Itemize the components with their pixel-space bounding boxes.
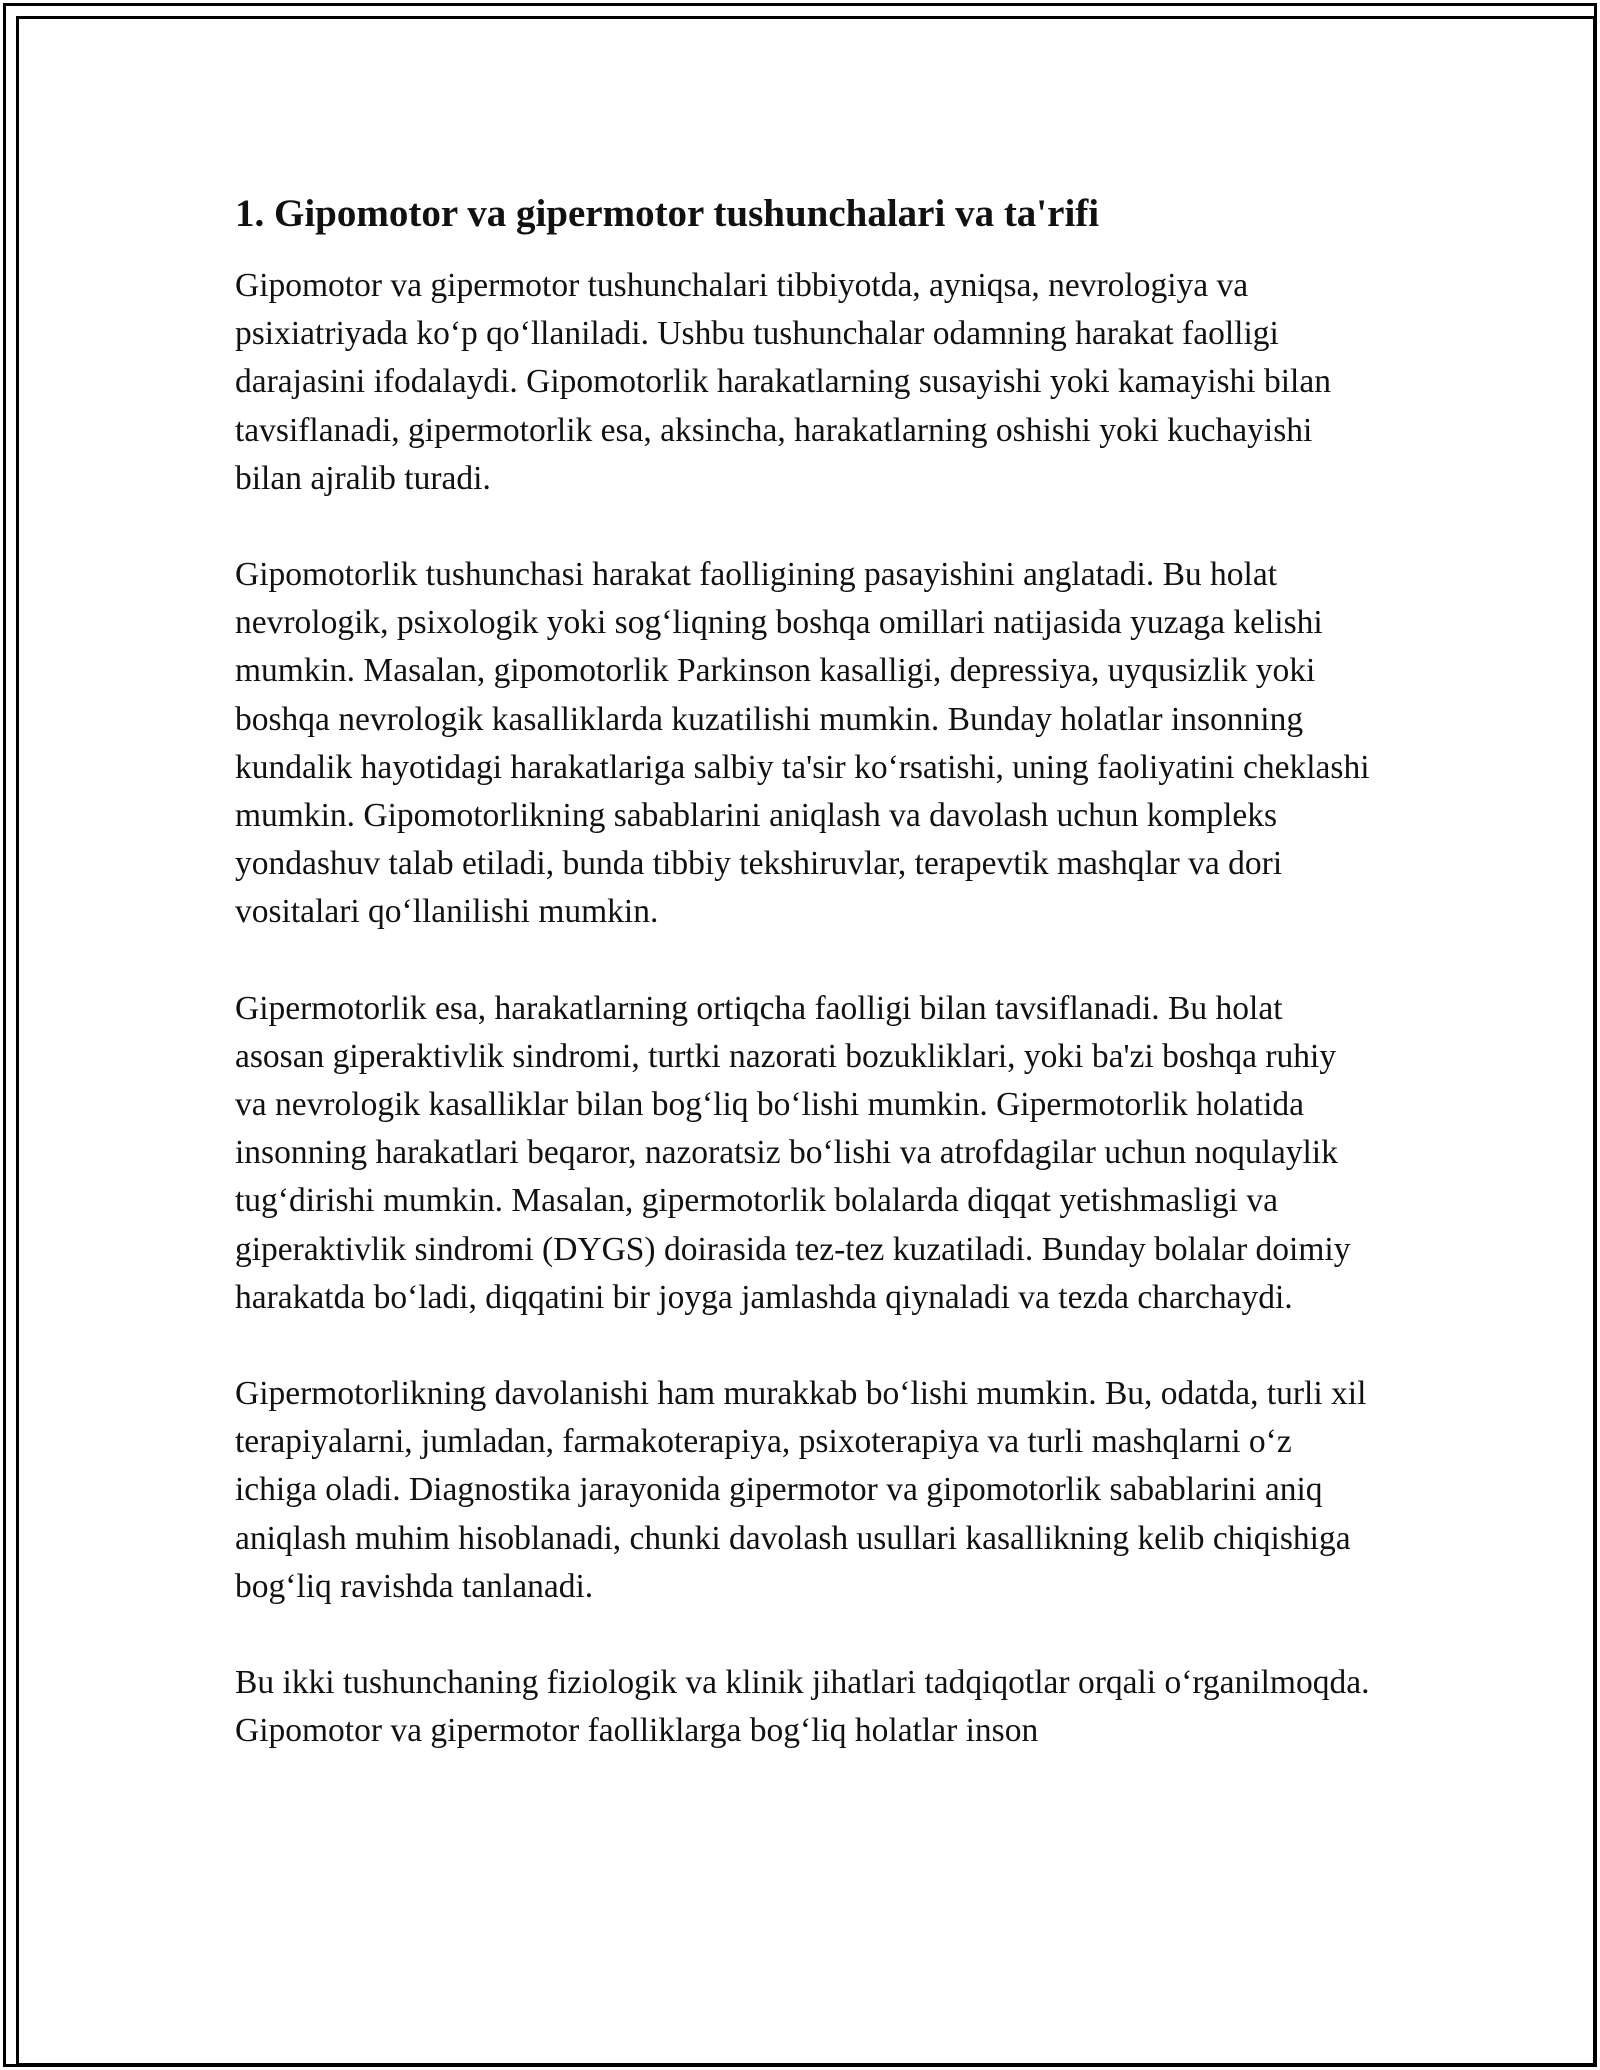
paragraph-2: Gipomotorlik tushunchasi harakat faolligining pasayishini anglatadi. Bu holat nevrologik, psixologik yoki sog‘liqning boshqa omillari natijasida yuzaga kelishi mumkin. Masalan, gipomotorlik Parkinson kasalligi, depressiya, uyqusizlik yoki boshqa nevrologik kasalliklarda kuzatilishi mumkin. Bunday holatlar insonning kundalik hayotidagi harakatlariga salbiy ta'sir ko‘rsatishi, uning faoliyatini cheklashi mumkin. Gipomotorlikning sabablarini aniqlash va davolash uchun kompleks yondashuv talab etiladi, bunda tibbiy tekshiruvlar, terapevtik mashqlar va dori vositalari qo‘llanilishi mumkin. bbox=[235, 556, 1370, 931]
section-heading: 1. Gipomotor va gipermotor tushunchalari va ta'rifi bbox=[235, 192, 1100, 235]
document-page bbox=[235, 186, 1375, 1803]
paragraph-1: Gipomotor va gipermotor tushunchalari tibbiyotda, ayniqsa, nevrologiya va psixiatriyada ko‘p qo‘llaniladi. Ushbu tushunchalar odamning harakat faolligi darajasini ifodalaydi. Gipomotorlik harakatlarning susayishi yoki kamayishi bilan tavsiflanadi, gipermotorlik esa, aksincha, harakatlarning oshishi yoki kuchayishi bilan ajralib turadi. bbox=[235, 267, 1331, 497]
paragraph-4: Gipermotorlikning davolanishi ham murakkab bo‘lishi mumkin. Bu, odatda, turli xil terapiyalarni, jumladan, farmakoterapiya, psixoterapiya va turli mashqlarni o‘z ichiga oladi. Diagnostika jarayonida gipermotor va gipomotorlik sabablarini aniq aniqlash muhim hisoblanadi, chunki davolash usullari kasallikning kelib chiqishiga bog‘liq ravishda tanlanadi. bbox=[235, 1375, 1367, 1605]
paragraph-5: Bu ikki tushunchaning fiziologik va klinik jihatlari tadqiqotlar orqali o‘rganilmoqda. Gipomotor va gipermotor faolliklarga bog‘liq holatlar inson bbox=[235, 1664, 1370, 1750]
paragraph-3: Gipermotorlik esa, harakatlarning ortiqcha faolligi bilan tavsiflanadi. Bu holat asosan giperaktivlik sindromi, turtki nazorati bozukliklari, yoki ba'zi boshqa ruhiy va nevrologik kasalliklar bilan bog‘liq bo‘lishi mumkin. Gipermotorlik holatida insonning harakatlari beqaror, nazoratsiz bo‘lishi va atrofdagilar uchun noqulaylik tug‘dirishi mumkin. Masalan, gipermotorlik bolalarda diqqat yetishmasligi va giperaktivlik sindromi (DYGS) doirasida tez-tez kuzatiladi. Bunday bolalar doimiy harakatda bo‘ladi, diqqatini bir joyga jamlashda qiynaladi va tezda charchaydi. bbox=[235, 989, 1351, 1316]
